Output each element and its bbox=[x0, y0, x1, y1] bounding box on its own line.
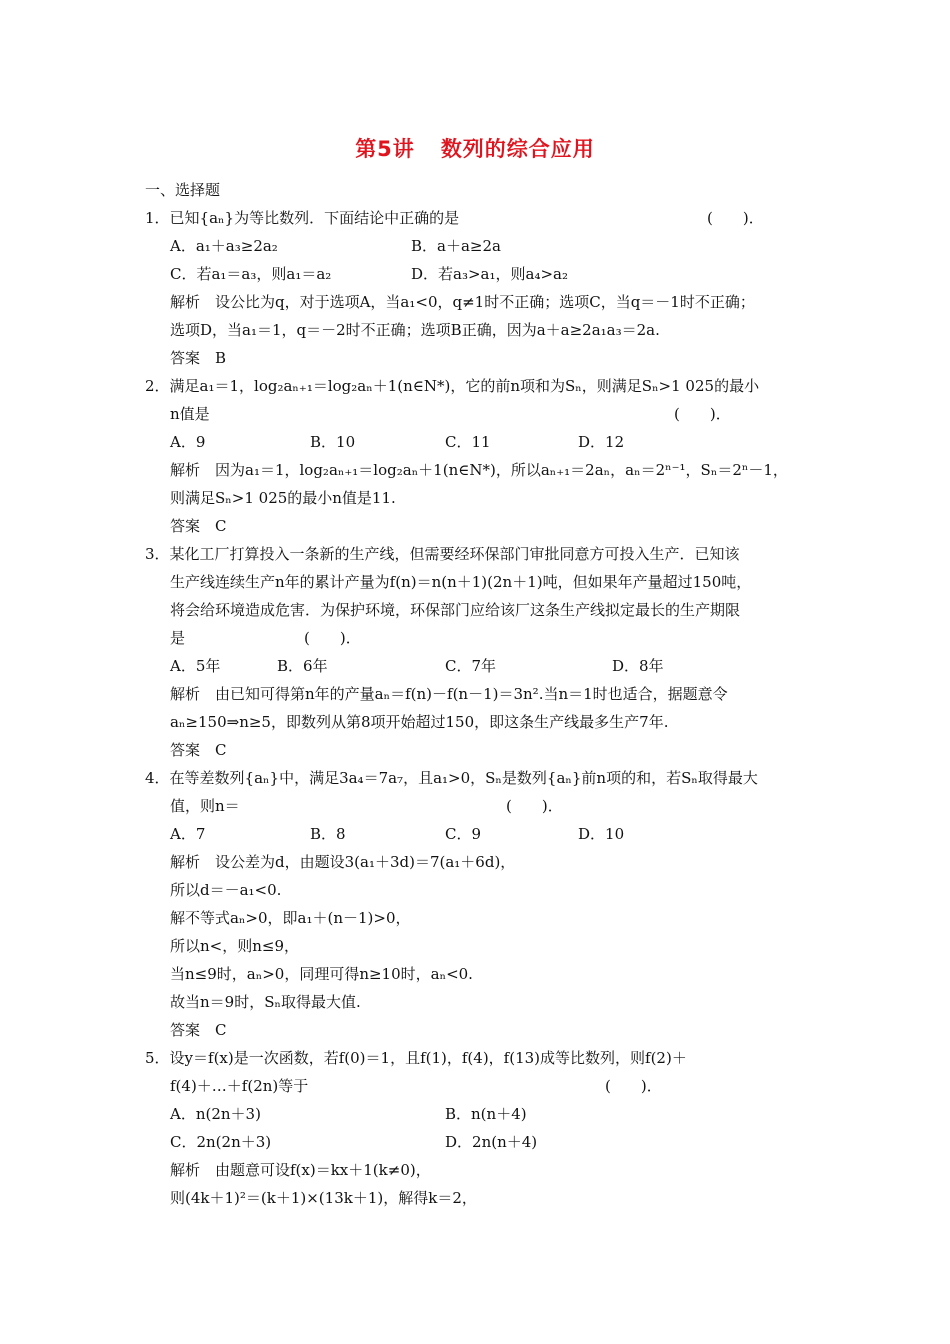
text-line: 2．满足a₁＝1，log₂aₙ₊₁＝log₂aₙ＋1(n∈N*)，它的前n项和为Sₙ，则满足Sₙ>1 025的最小 bbox=[145, 377, 760, 395]
text-line: 答案 B bbox=[170, 349, 227, 367]
answer-blank: ( )． bbox=[304, 629, 361, 647]
text-line: 答案 C bbox=[170, 1021, 227, 1039]
text-line: n值是 bbox=[170, 405, 210, 423]
text-line: 解析 设公差为d，由题设3(a₁＋3d)＝7(a₁＋6d)， bbox=[170, 853, 516, 871]
option-c: C．11 bbox=[445, 433, 491, 451]
text-line: 值，则n＝ bbox=[170, 797, 240, 815]
option-b: B．a＋a≥2a bbox=[411, 237, 501, 255]
text-line: 答案 C bbox=[170, 517, 227, 535]
text-line: 是 bbox=[170, 629, 186, 647]
text-line: 5．设y＝f(x)是一次函数，若f(0)＝1，且f(1)，f(4)，f(13)成等比数列，则f(2)＋ bbox=[145, 1049, 687, 1067]
text-line: A．a₁＋a₃≥2a₂ bbox=[170, 237, 278, 255]
lecture-number: 第5讲 bbox=[355, 137, 415, 161]
text-line: 3．某化工厂打算投入一条新的生产线，但需要经环保部门审批同意方可投入生产．已知该 bbox=[145, 545, 740, 563]
answer-blank: ( )． bbox=[506, 797, 563, 815]
text-line: 当n≤9时，aₙ>0，同理可得n≥10时，aₙ<0. bbox=[170, 965, 473, 983]
option-b: B．8 bbox=[310, 825, 346, 843]
page-title bbox=[0, 133, 950, 163]
section-heading: 一、选择题 bbox=[145, 181, 221, 199]
option-b: B．6年 bbox=[277, 657, 328, 675]
text-line: 选项D，当a₁＝1，q＝－2时不正确；选项B正确，因为a＋a≥2a₁a₃＝2a. bbox=[170, 321, 660, 339]
text-line: f(4)＋…＋f(2n)等于 bbox=[170, 1077, 309, 1095]
option-b: D．2n(n＋4) bbox=[445, 1133, 538, 1151]
text-line: A．n(2n＋3) bbox=[170, 1105, 261, 1123]
text-line: 生产线连续生产n年的累计产量为f(n)＝n(n＋1)(2n＋1)吨，但如果年产量超过150吨， bbox=[170, 573, 752, 591]
text-line: A．9 bbox=[170, 433, 206, 451]
answer-blank: ( )． bbox=[605, 1077, 662, 1095]
text-line: A．7 bbox=[170, 825, 206, 843]
answer-blank: ( )． bbox=[707, 209, 764, 227]
text-line: 则(4k＋1)²＝(k＋1)×(13k＋1)，解得k＝2， bbox=[170, 1189, 477, 1207]
option-c: C．9 bbox=[445, 825, 482, 843]
text-line: 所以d＝－a₁<0. bbox=[170, 881, 282, 899]
text-line: 解析 由已知可得第n年的产量aₙ＝f(n)－f(n－1)＝3n².当n＝1时也适合，据题意令 bbox=[170, 685, 728, 703]
text-line: 将会给环境造成危害．为保护环境，环保部门应给该厂这条生产线拟定最长的生产期限 bbox=[170, 601, 741, 619]
text-line: 解析 设公比为q，对于选项A，当a₁<0，q≠1时不正确；选项C，当q＝－1时不正确； bbox=[170, 293, 755, 311]
text-line: 答案 C bbox=[170, 741, 227, 759]
option-b: B．n(n＋4) bbox=[445, 1105, 527, 1123]
text-line: 1．已知{aₙ}为等比数列．下面结论中正确的是 bbox=[145, 209, 460, 227]
text-line: A．5年 bbox=[170, 657, 221, 675]
option-c: C．7年 bbox=[445, 657, 497, 675]
text-line: 则满足Sₙ>1 025的最小n值是11. bbox=[170, 489, 396, 507]
option-d: D．10 bbox=[578, 825, 625, 843]
text-line: 所以n<，则n≤9， bbox=[170, 937, 300, 955]
option-b: B．10 bbox=[310, 433, 356, 451]
text-line: 解析 因为a₁＝1，log₂aₙ₊₁＝log₂aₙ＋1(n∈N*)，所以aₙ₊₁＝2aₙ，aₙ＝2ⁿ⁻¹，Sₙ＝2ⁿ－1， bbox=[170, 461, 788, 479]
lecture-topic: 数列的综合应用 bbox=[440, 137, 595, 161]
text-line: 解不等式aₙ>0，即a₁＋(n－1)>0， bbox=[170, 909, 411, 927]
text-line: 故当n＝9时，Sₙ取得最大值. bbox=[170, 993, 361, 1011]
text-line: 4．在等差数列{aₙ}中，满足3a₄＝7a₇，且a₁>0，Sₙ是数列{aₙ}前n项的和，若Sₙ取得最大 bbox=[145, 769, 758, 787]
text-line: C．若a₁＝a₃，则a₁＝a₂ bbox=[170, 265, 332, 283]
text-line: C．2n(2n＋3) bbox=[170, 1133, 272, 1151]
option-d: D．12 bbox=[578, 433, 625, 451]
answer-blank: ( )． bbox=[674, 405, 731, 423]
option-d: D．8年 bbox=[612, 657, 664, 675]
text-line: aₙ≥150⇒n≥5，即数列从第8项开始超过150，即这条生产线最多生产7年. bbox=[170, 713, 669, 731]
option-b: D．若a₃>a₁，则a₄>a₂ bbox=[411, 265, 568, 283]
text-line: 解析 由题意可设f(x)＝kx＋1(k≠0)， bbox=[170, 1161, 431, 1179]
